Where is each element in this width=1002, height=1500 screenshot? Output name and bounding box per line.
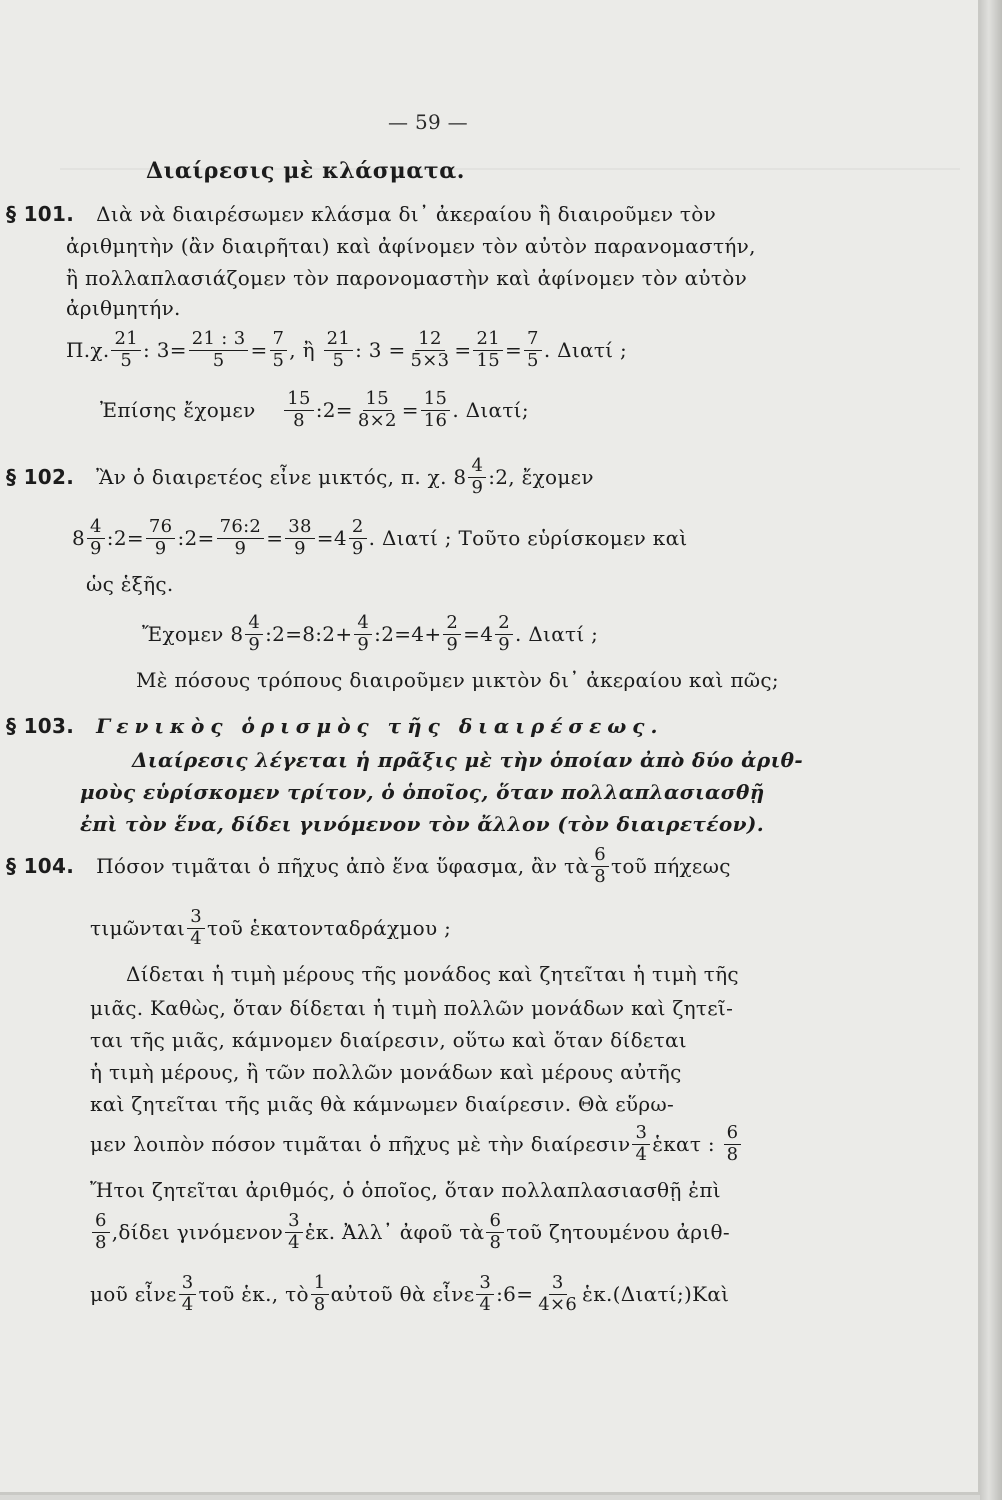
fraction: $\frac{4}{9}$ <box>468 456 486 498</box>
fraction: $\frac{21}{5}$ <box>111 329 141 371</box>
example-101-line: Π.χ. $\frac{21}{5}$ : 3= $\frac{21 : 3}{5}$ = $\frac{7}{5}$ , ἢ $\frac{21}{5}$ : 3 = $\frac{12}{5\times 3}$ = $\frac{21}{15}$ = $\frac{7}{5}$ . Διατί ; <box>66 327 628 371</box>
section-title: Διαίρεσις μὲ κλάσματα. <box>146 158 466 184</box>
section-number: § 103. <box>6 714 75 738</box>
paragraph-102-line-3: ὡς ἑξῆς. <box>86 572 174 596</box>
fraction: $\frac{1}{8}$ <box>311 1273 329 1315</box>
paragraph-101-line-3: ἢ πολλαπλασιάζομεν τὸν παρονομαστὴν καὶ ἀφίνομεν τὸν αὐτὸν <box>66 266 748 290</box>
solution-line-1: Δίδεται ἡ τιμὴ μέρους τῆς μονάδος καὶ ζητεῖται ἡ τιμὴ τῆς <box>126 962 739 986</box>
fraction: $\frac{6}{8}$ <box>486 1211 504 1253</box>
definition-line-2: μοὺς εὑρίσκομεν τρίτον, ὁ ὁποῖος, ὅταν πολλαπλασιασθῇ <box>80 780 765 804</box>
fraction: $\frac{21 : 3}{5}$ <box>189 329 249 371</box>
fraction: $\frac{4}{9}$ <box>87 517 105 559</box>
fraction: $\frac{21}{15}$ <box>473 329 503 371</box>
fraction: $\frac{12}{5\times 3}$ <box>410 327 450 371</box>
fraction: $\frac{2}{9}$ <box>349 517 367 559</box>
page-number: — 59 — <box>388 110 468 134</box>
fraction: $\frac{4}{9}$ <box>354 613 372 655</box>
fraction: $\frac{3}{4}$ <box>285 1211 303 1253</box>
definition-line-1: Διαίρεσις λέγεται ἡ πρᾶξις μὲ τὴν ὁποίαν ἀπὸ δύο ἀριθ- <box>132 748 804 772</box>
fraction: $\frac{6}{8}$ <box>92 1211 110 1253</box>
solution-line-6: μεν λοιπὸν πόσον τιμᾶται ὁ πῆχυς μὲ τὴν διαίρεσιν $\frac{3}{4}$ ἑκατ : $\frac{6}{8}$ <box>90 1122 743 1166</box>
book-page-edge <box>980 0 1002 1500</box>
paragraph-101-line-1: § 101. Διὰ νὰ διαιρέσωμεν κλάσμα δι᾽ ἀκεραίου ἢ διαιροῦμεν τὸν <box>6 202 717 226</box>
fraction: $\frac{7}{5}$ <box>270 329 288 371</box>
fraction: $\frac{3}{4\times 6}$ <box>538 1271 578 1315</box>
solution-line-2: μιᾶς. Καθὼς, ὅταν δίδεται ἡ τιμὴ πολλῶν μονάδων καὶ ζητεῖ- <box>90 996 734 1020</box>
solution-line-8: $\frac{6}{8}$ ,δίδει γινόμενον $\frac{3}{4}$ ἑκ. Ἀλλ᾽ ἀφοῦ τὰ $\frac{6}{8}$ τοῦ ζητουμένου ἀριθ- <box>90 1210 730 1254</box>
fraction: $\frac{15}{8}$ <box>284 389 314 431</box>
fraction: $\frac{2}{9}$ <box>495 613 513 655</box>
fraction: $\frac{3}{4}$ <box>632 1123 650 1165</box>
section-number: § 102. <box>6 465 75 489</box>
solution-line-5: καὶ ζητεῖται τῆς μιᾶς θὰ κάμνωμεν διαίρεσιν. Θὰ εὕρω- <box>90 1092 675 1116</box>
paragraph-102-line-4: Ἔχομεν 8 $\frac{4}{9}$ :2=8:2+ $\frac{4}{9}$ :2=4+ $\frac{2}{9}$ = 4 $\frac{2}{9}$ . Διατί ; <box>142 611 599 655</box>
fraction: $\frac{15}{8\times 2}$ <box>357 387 397 431</box>
paragraph-101-line-4: ἀριθμητήν. <box>66 296 181 320</box>
paragraph-102-line-1: § 102. Ἂν ὁ διαιρετέος εἶνε μικτός, π. χ. 8 $\frac{4}{9}$ :2, ἔχομεν <box>6 454 594 498</box>
fraction: $\frac{38}{9}$ <box>285 517 315 559</box>
solution-line-4: ἡ τιμὴ μέρους, ἢ τῶν πολλῶν μονάδων καὶ μέρους αὐτῆς <box>90 1060 682 1084</box>
section-number: § 104. <box>6 854 75 878</box>
paragraph-101-line-2: ἀριθμητὴν (ἂν διαιρῆται) καὶ ἀφίνομεν τὸν αὐτὸν παρανομαστήν, <box>66 234 756 258</box>
solution-line-9: μοῦ εἶνε $\frac{3}{4}$ τοῦ ἑκ., τὸ $\frac{1}{8}$ αὐτοῦ θὰ εἶνε $\frac{3}{4}$ :6= $\frac{3}{4\times 6}$ ἑκ.(Διατί;)Καὶ <box>90 1271 730 1315</box>
paragraph-102-question: Μὲ πόσους τρόπους διαιροῦμεν μικτὸν δι᾽ ἀκεραίου καὶ πῶς; <box>136 668 779 692</box>
paragraph-102-line-2: 8 $\frac{4}{9}$ :2= $\frac{76}{9}$ :2= $\frac{76:2}{9}$ = $\frac{38}{9}$ = 4 $\frac{2}{9}$ . Διατί ; Τοῦτο εὑρίσκομεν καὶ <box>72 515 688 559</box>
problem-104-line-2: τιμῶνται $\frac{3}{4}$ τοῦ ἑκατονταδράχμου ; <box>90 905 452 949</box>
problem-104-line-1: § 104. Πόσον τιμᾶται ὁ πῆχυς ἀπὸ ἕνα ὕφασμα, ἂν τὰ $\frac{6}{8}$ τοῦ πήχεως <box>6 843 731 887</box>
solution-line-3: ται τῆς μιᾶς, κάμνομεν διαίρεσιν, οὕτω καὶ ὅταν δίδεται <box>90 1028 687 1052</box>
fraction: $\frac{7}{5}$ <box>524 329 542 371</box>
solution-line-7: Ἤτοι ζητεῖται ἀριθμός, ὁ ὁποῖος, ὅταν πολλαπλασιασθῇ ἐπὶ <box>90 1178 721 1202</box>
definition-line-3: ἐπὶ τὸν ἕνα, δίδει γινόμενον τὸν ἄλλον (τὸν διαιρετέον). <box>80 812 765 836</box>
section-number: § 101. <box>6 202 75 226</box>
fraction: $\frac{15}{16}$ <box>421 389 451 431</box>
fraction: $\frac{76:2}{9}$ <box>217 517 265 559</box>
fraction: $\frac{3}{4}$ <box>476 1273 494 1315</box>
paragraph-103-title: § 103. Γενικὸς ὁρισμὸς τῆς διαιρέσεως. <box>6 714 664 738</box>
fraction: $\frac{4}{9}$ <box>245 613 263 655</box>
fraction: $\frac{76}{9}$ <box>146 517 176 559</box>
fraction: $\frac{21}{5}$ <box>324 329 354 371</box>
fraction: $\frac{6}{8}$ <box>591 845 609 887</box>
fraction: $\frac{3}{4}$ <box>179 1273 197 1315</box>
fraction: $\frac{3}{4}$ <box>187 907 205 949</box>
fraction: $\frac{6}{8}$ <box>724 1123 742 1165</box>
fraction: $\frac{2}{9}$ <box>443 613 461 655</box>
example-101-also-line: Ἐπίσης ἔχομεν $\frac{15}{8}$ :2= $\frac{15}{8\times 2}$ = $\frac{15}{16}$ . Διατί; <box>100 387 529 431</box>
